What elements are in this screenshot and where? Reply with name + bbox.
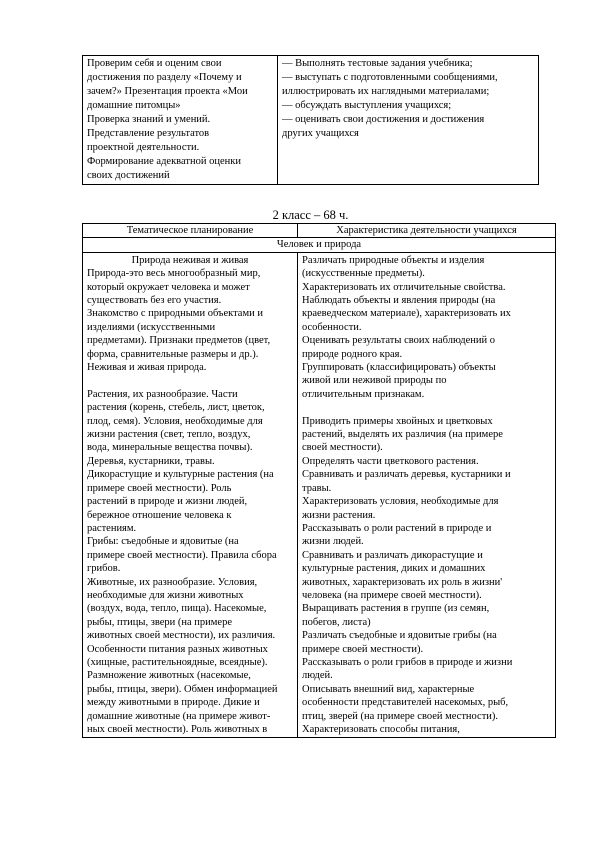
planning-line — [87, 374, 293, 387]
planning-line: ных своей местности). Роль животных в — [87, 724, 268, 736]
planning-line: рыбы, птицы, звери (на примере — [87, 616, 233, 628]
planning-line: между животными в природе. Дикие и — [87, 697, 260, 709]
planning-line: который окружает человека и может — [87, 281, 250, 293]
planning-line: Грибы: съедобные и ядовитые (на — [87, 536, 239, 548]
activity-line: Различать съедобные и ядовитые грибы (на — [302, 630, 497, 642]
topic-line: проектной деятельности. — [87, 142, 200, 153]
table-header-row — [83, 224, 556, 238]
activity-line: Характеризовать условия, необходимые для — [302, 496, 499, 508]
planning-line: изделиями (искусственными — [87, 321, 216, 333]
planning-line: (воздух, вода, тепло, пища). Насекомые, — [87, 603, 267, 615]
planning-line: рыбы, птицы, звери). Обмен информацией — [87, 683, 278, 695]
planning-line: примере своей местности). Правила сбора — [87, 549, 277, 561]
grade-heading: 2 класс – 68 ч. — [272, 208, 349, 222]
activity-text — [302, 254, 551, 737]
table-row — [83, 56, 539, 185]
activity-line: природе родного края. — [302, 348, 403, 360]
activity-line: отличительным признакам. — [302, 388, 425, 400]
activity-line: краеведческом материале), характеризовать их — [302, 308, 511, 320]
activity-line: людей. — [302, 670, 333, 682]
activity-line: особенности представителей насекомых, рыб, — [302, 697, 509, 709]
topic-line: домашние питомцы» — [87, 100, 181, 111]
planning-line: грибов. — [87, 563, 121, 575]
planning-line: Знакомство с природными объектами и — [87, 308, 263, 320]
planning-line: растений в природе и жизни людей, — [87, 496, 248, 508]
planning-line: Дикорастущие и культурные растения (на — [87, 469, 274, 481]
planning-text — [87, 267, 293, 736]
activity-line: Характеризовать их отличительные свойства. — [302, 281, 506, 293]
planning-line: Природа-это весь многообразный мир, — [87, 268, 261, 280]
planning-line: плод, семя). Условия, необходимые для — [87, 415, 263, 427]
planning-line: (хищные, растительноядные, всеядные). — [87, 656, 268, 668]
planning-line: Неживая и живая природа. — [87, 362, 207, 374]
activity-line: — обсуждать выступления учащихся; — [282, 100, 452, 111]
planning-line: Особенности питания разных животных — [87, 643, 268, 655]
activity-line: Определять части цветкового растения. — [302, 455, 479, 467]
planning-line: Размножение животных (насекомые, — [87, 670, 251, 682]
activity-line: иллюстрировать их наглядными материалами; — [282, 86, 490, 97]
activity-line: Рассказывать о роли растений в природе и — [302, 522, 492, 534]
subsection-title: Природа неживая и живая — [131, 254, 249, 266]
activity-line: живой или неживой природы по — [302, 375, 447, 387]
activity-line: жизни людей. — [302, 536, 364, 548]
topic-line: Проверка знаний и умений. — [87, 114, 211, 125]
planning-line: животных своей местности), их различия. — [87, 630, 276, 642]
topic-cell — [83, 56, 278, 185]
section-title: Человек и природа — [83, 238, 556, 252]
topic-line: Формирование адекватной оценки — [87, 156, 241, 167]
section-row — [83, 238, 556, 252]
activity-cell — [278, 56, 539, 185]
activity-line: других учащихся — [282, 128, 359, 139]
topic-line: Представление результатов — [87, 128, 210, 139]
topic-line: Проверим себя и оценим свои — [87, 58, 222, 69]
activity-line: растений, выделять их различия (на примере — [302, 429, 503, 441]
activity-line: Сравнивать и различать деревья, кустарники и — [302, 469, 511, 481]
column-header-planning: Тематическое планирование — [83, 224, 298, 238]
previous-section-table — [82, 55, 539, 185]
activity-line: Оценивать результаты своих наблюдений о — [302, 335, 496, 347]
activity-line: — Выполнять тестовые задания учебника; — [282, 58, 473, 69]
table-row — [83, 252, 556, 738]
activity-line: жизни растения. — [302, 509, 376, 521]
activity-line: Приводить примеры хвойных и цветковых — [302, 415, 493, 427]
planning-line: предметами). Признаки предметов (цвет, — [87, 335, 271, 347]
topic-line: достижения по разделу «Почему и — [87, 72, 242, 83]
column-header-activity: Характеристика деятельности учащихся — [298, 224, 556, 238]
activity-line: травы. — [302, 482, 332, 494]
activity-line: Наблюдать объекты и явления природы (на — [302, 295, 496, 307]
planning-line: бережное отношение человека к — [87, 509, 232, 521]
activity-line: — оценивать свои достижения и достижения — [282, 114, 485, 125]
activity-line: Группировать (классифицировать) объекты — [302, 362, 496, 374]
activity-line: Выращивать растения в группе (из семян, — [302, 603, 490, 615]
topic-line: зачем?» Презентация проекта «Мои — [87, 86, 248, 97]
activity-line: культурные растения, диких и домашних — [302, 563, 486, 575]
activity-line: Рассказывать о роли грибов в природе и жизни — [302, 656, 513, 668]
activity-line: особенности. — [302, 321, 362, 333]
activity-line: птиц, зверей (на примере своей местности). — [302, 710, 499, 722]
planning-line: примере своей местности). Роль — [87, 482, 232, 494]
activity-line: своей местности). — [302, 442, 383, 454]
planning-cell — [83, 252, 298, 738]
activity-line: (искусственные предметы). — [302, 268, 425, 280]
activity-line: человека (на примере своей местности). — [302, 589, 482, 601]
activity-line — [302, 401, 551, 414]
planning-line: Растения, их разнообразие. Части — [87, 388, 238, 400]
activity-line: животных, характеризовать их роль в жизни' — [302, 576, 503, 588]
activity-line: Сравнивать и различать дикорастущие и — [302, 549, 483, 561]
activity-line: примере своей местности). — [302, 643, 424, 655]
activity-line: Описывать внешний вид, характерные — [302, 683, 475, 695]
topic-line: своих достижений — [87, 170, 170, 181]
activity-line: Различать природные объекты и изделия — [302, 254, 485, 266]
planning-line: растениям. — [87, 522, 137, 534]
activity-line: побегов, листа) — [302, 616, 371, 628]
planning-line: форма, сравнительные размеры и др.). — [87, 348, 259, 360]
planning-line: необходимые для жизни животных — [87, 589, 244, 601]
activity-cell — [298, 252, 556, 738]
planning-line: растения (корень, стебель, лист, цветок, — [87, 402, 265, 414]
curriculum-table — [82, 223, 556, 738]
activity-line: Характеризовать способы питания, — [302, 724, 460, 736]
planning-line: вода, минеральные вещества почвы). — [87, 442, 253, 454]
planning-line: Животные, их разнообразие. Условия, — [87, 576, 258, 588]
planning-line: домашние животные (на примере живот- — [87, 710, 271, 722]
planning-line: жизни растения (свет, тепло, воздух, — [87, 429, 251, 441]
activity-line: — выступать с подготовленными сообщениями, — [282, 72, 498, 83]
planning-line: существовать без его участия. — [87, 295, 222, 307]
planning-line: Деревья, кустарники, травы. — [87, 455, 215, 467]
